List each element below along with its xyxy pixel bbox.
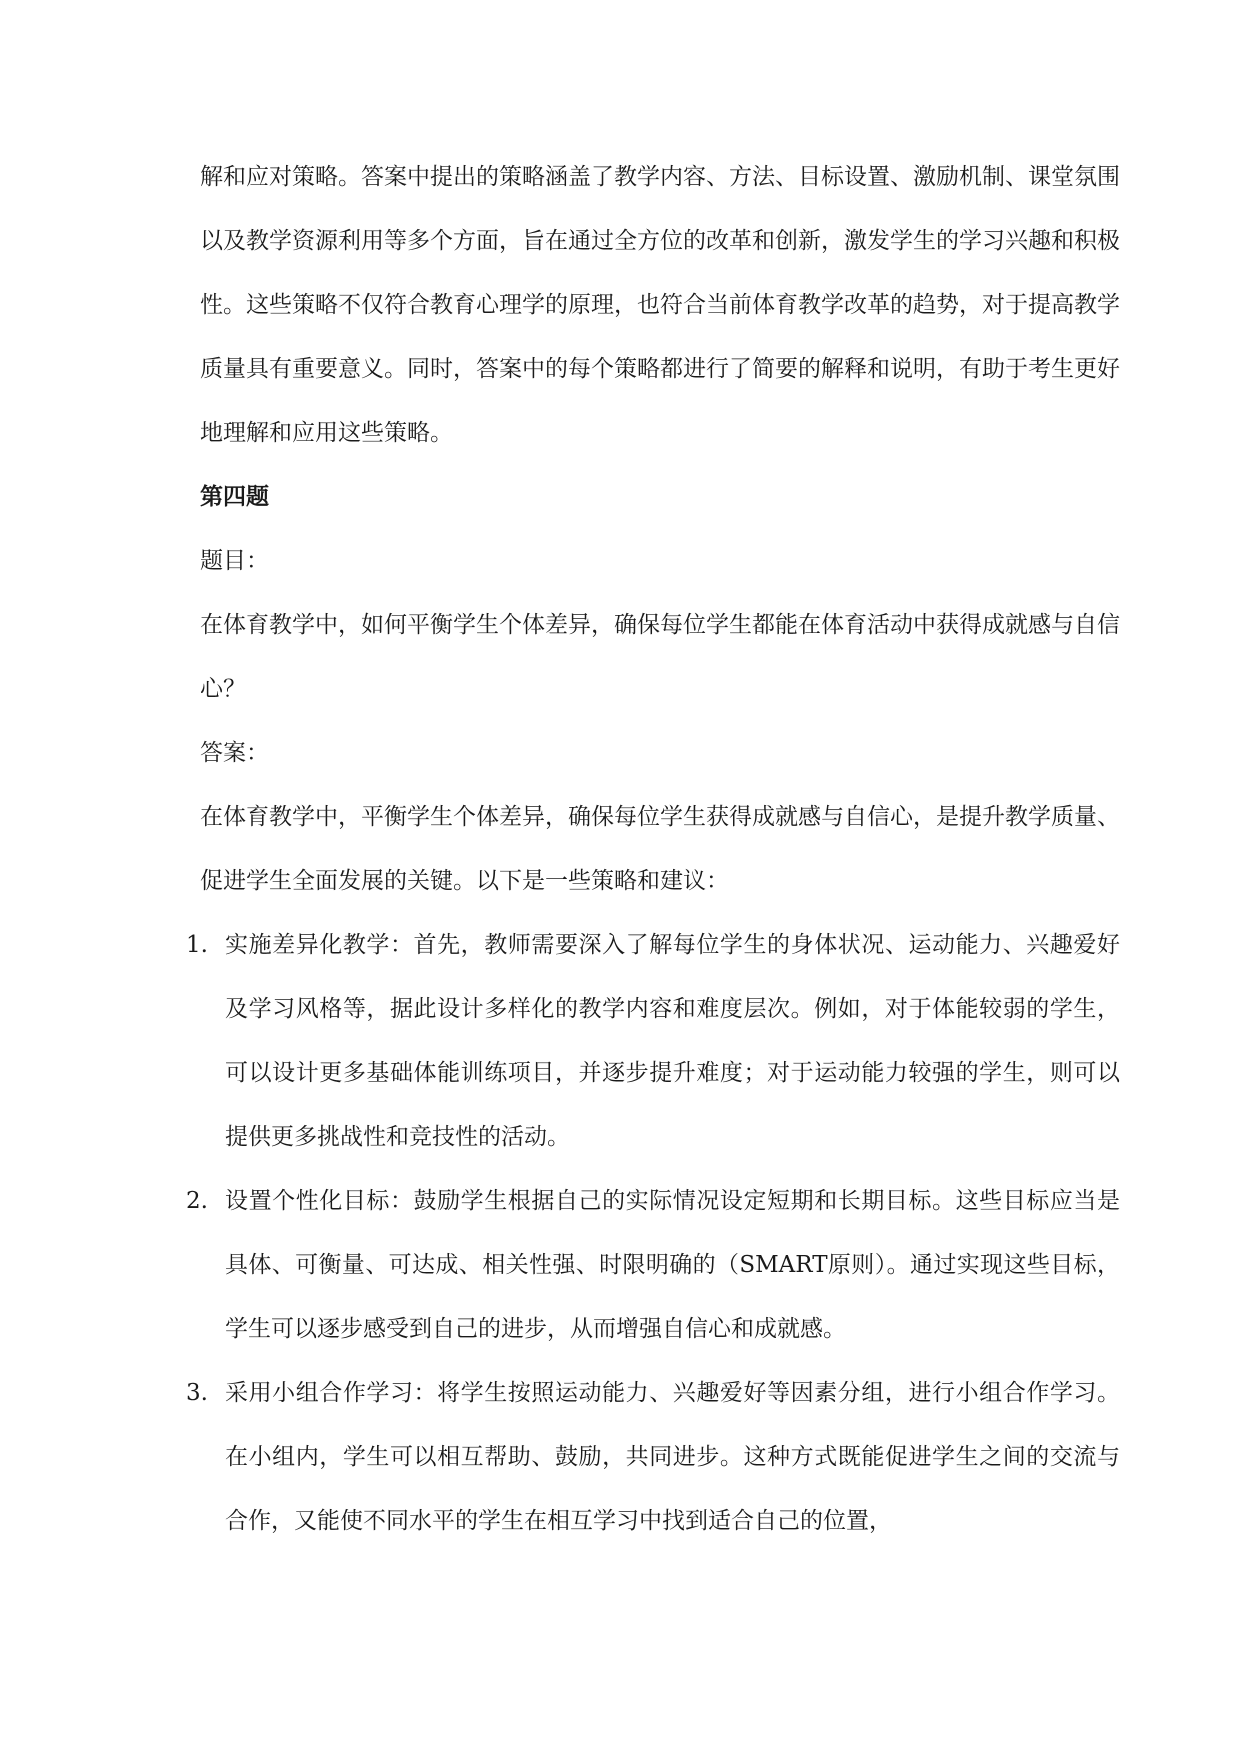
list-item-number: 1. [186, 932, 208, 958]
list-item-text: 实施差异化教学：首先，教师需要深入了解每位学生的身体状况、运动能力、兴趣爱好及学习风格等，据此设计多样化的教学内容和难度层次。例如，对于体能较弱的学生，可以设计更多基础体能训练项目，并逐步提升难度；对于运动能力较强的学生，则可以提供更多挑战性和竞技性的活动。 [225, 932, 1120, 1150]
intro-paragraph: 解和应对策略。答案中提出的策略涵盖了教学内容、方法、目标设置、激励机制、课堂氛围以及教学资源利用等多个方面，旨在通过全方位的改革和创新，激发学生的学习兴趣和积极性。这些策略不仅符合教育心理学的原理，也符合当前体育教学改革的趋势，对于提高教学质量具有重要意义。同时，答案中的每个策略都进行了简要的解释和说明，有助于考生更好地理解和应用这些策略。 [200, 164, 1120, 446]
document-body [186, 145, 1120, 1553]
list-item-number: 3. [186, 1380, 208, 1406]
list-item [186, 913, 1120, 1169]
strategy-list [186, 913, 1120, 1553]
list-item-text: 设置个性化目标：鼓励学生根据自己的实际情况设定短期和长期目标。这些目标应当是具体、可衡量、可达成、相关性强、时限明确的（SMART原则）。通过实现这些目标，学生可以逐步感受到自己的进步，从而增强自信心和成就感。 [225, 1188, 1120, 1342]
section-heading: 第四题 [200, 483, 269, 510]
question-label: 题目： [200, 548, 269, 574]
question-text: 在体育教学中，如何平衡学生个体差异，确保每位学生都能在体育活动中获得成就感与自信心？ [200, 612, 1120, 702]
answer-intro: 在体育教学中，平衡学生个体差异，确保每位学生获得成就感与自信心，是提升教学质量、促进学生全面发展的关键。以下是一些策略和建议： [200, 804, 1120, 894]
list-item-number: 2. [186, 1188, 208, 1214]
list-item-text: 采用小组合作学习：将学生按照运动能力、兴趣爱好等因素分组，进行小组合作学习。在小组内，学生可以相互帮助、鼓励，共同进步。这种方式既能促进学生之间的交流与合作，又能使不同水平的学生在相互学习中找到适合自己的位置， [225, 1380, 1120, 1534]
answer-label: 答案： [200, 740, 269, 766]
list-item [186, 1169, 1120, 1361]
list-item [186, 1361, 1120, 1553]
